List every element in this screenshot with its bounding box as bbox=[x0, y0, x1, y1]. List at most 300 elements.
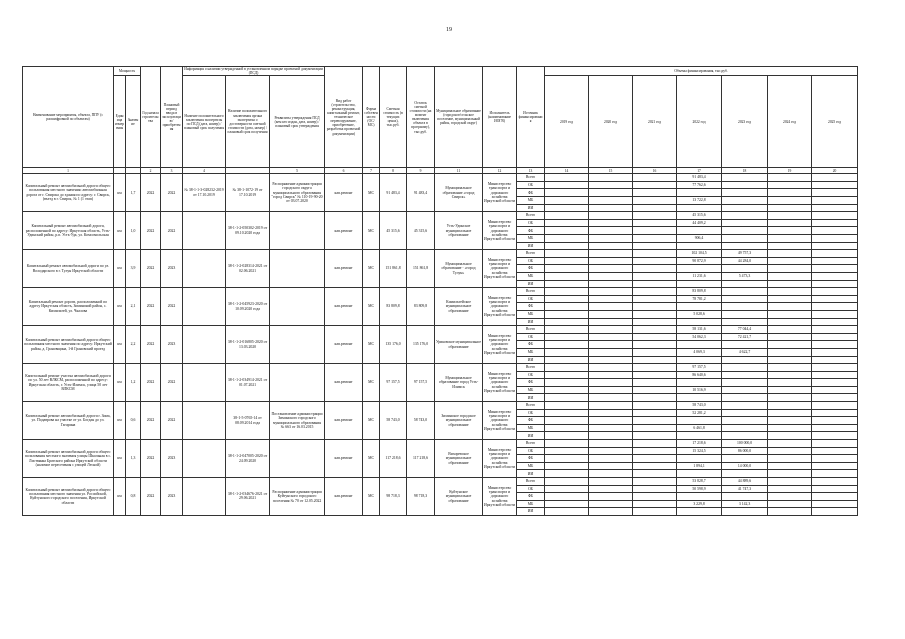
cost-conclusion: 38-1-1-2-034676-2021 от 29.06.2021 bbox=[226, 478, 270, 516]
funding-cell bbox=[633, 181, 677, 189]
header-work-type: Вид работ (строительство, реконструкция, капитальный ремонт, техническое перевооружение, приобретение, разработка проектной документации) bbox=[325, 67, 363, 168]
funding-cell: 53 828,7 bbox=[677, 478, 722, 486]
funding-cell bbox=[589, 295, 633, 303]
funding-cell bbox=[812, 432, 858, 440]
funding-cell bbox=[722, 402, 768, 410]
funding-cell bbox=[633, 402, 677, 410]
funding-cell bbox=[768, 295, 812, 303]
expert-conclusion bbox=[183, 364, 226, 402]
funding-cell bbox=[768, 333, 812, 341]
funding-cell bbox=[633, 318, 677, 326]
cost-conclusion: 38-1-1-2-028314-2021 от 02.06.2021 bbox=[226, 250, 270, 288]
funding-cell bbox=[768, 318, 812, 326]
funding-cell bbox=[768, 409, 812, 417]
funding-cell bbox=[633, 348, 677, 356]
funding-cell bbox=[677, 227, 722, 235]
funding-cell bbox=[633, 257, 677, 265]
funding-cell: 97 157,5 bbox=[677, 364, 722, 372]
funding-cell bbox=[677, 417, 722, 425]
funding-cell: 86 000,0 bbox=[722, 447, 768, 455]
funding-cell bbox=[545, 326, 589, 334]
funding-cell bbox=[589, 219, 633, 227]
executor: Министерство транспорта и дорожного хозяйства Иркутской области bbox=[483, 212, 517, 250]
municipality: Муниципальное образование «город Свирск» bbox=[435, 174, 483, 212]
funding-source-label: ИИ bbox=[517, 394, 545, 402]
executor: Министерство транспорта и дорожного хозяйства Иркутской области bbox=[483, 288, 517, 326]
funding-cell bbox=[589, 500, 633, 508]
capacity-value: 3,9 bbox=[126, 250, 141, 288]
start-year: 2022 bbox=[141, 364, 161, 402]
ownership: МС bbox=[363, 326, 380, 364]
column-number-cell: 4 bbox=[183, 168, 226, 174]
estimated-cost: 58 743,0 bbox=[380, 402, 407, 440]
funding-cell bbox=[633, 470, 677, 478]
work-type: кап.ремонт bbox=[325, 250, 363, 288]
capacity-unit: км bbox=[114, 402, 126, 440]
municipality: Муниципальное образование - «город Тулун» bbox=[435, 250, 483, 288]
funding-cell bbox=[812, 500, 858, 508]
capacity-unit: км bbox=[114, 250, 126, 288]
funding-cell bbox=[633, 485, 677, 493]
funding-cell bbox=[633, 227, 677, 235]
funding-cell bbox=[545, 288, 589, 296]
funding-cell bbox=[768, 189, 812, 197]
remaining-cost: 97 157,5 bbox=[407, 364, 435, 402]
table-row bbox=[23, 326, 858, 334]
funding-cell bbox=[768, 272, 812, 280]
funding-cell bbox=[545, 235, 589, 243]
funding-cell bbox=[589, 356, 633, 364]
funding-cell bbox=[677, 189, 722, 197]
funding-cell bbox=[677, 265, 722, 273]
capacity-unit: км bbox=[114, 478, 126, 516]
header-year: 2021 год bbox=[633, 76, 677, 168]
funding-cell: 4 069,3 bbox=[677, 348, 722, 356]
funding-cell bbox=[633, 447, 677, 455]
funding-cell bbox=[677, 394, 722, 402]
capacity-unit: км bbox=[114, 288, 126, 326]
work-type: кап.ремонт bbox=[325, 478, 363, 516]
funding-cell bbox=[812, 485, 858, 493]
funding-cell bbox=[545, 432, 589, 440]
executor: Министерство транспорта и дорожного хозяйства Иркутской области bbox=[483, 326, 517, 364]
funding-cell bbox=[589, 318, 633, 326]
funding-cell bbox=[545, 174, 589, 182]
funding-cell bbox=[589, 197, 633, 205]
funding-cell: 90 872,9 bbox=[677, 257, 722, 265]
funding-cell bbox=[768, 219, 812, 227]
header-funding-volume: Объемы финансирования, тыс.руб. bbox=[545, 67, 858, 76]
approval-details bbox=[270, 250, 325, 288]
ownership: МС bbox=[363, 288, 380, 326]
funding-cell: 4 622,7 bbox=[722, 348, 768, 356]
funding-cell bbox=[812, 409, 858, 417]
funding-source-label: МБ bbox=[517, 310, 545, 318]
funding-source-label: ФБ bbox=[517, 227, 545, 235]
funding-cell: 44 889,6 bbox=[722, 478, 768, 486]
funding-cell bbox=[722, 356, 768, 364]
funding-cell bbox=[768, 386, 812, 394]
funding-cell bbox=[633, 189, 677, 197]
approval-details bbox=[270, 212, 325, 250]
funding-cell bbox=[722, 371, 768, 379]
funding-cell: 49 757,3 bbox=[722, 250, 768, 258]
funding-cell bbox=[812, 402, 858, 410]
funding-cell bbox=[768, 197, 812, 205]
funding-cell bbox=[633, 288, 677, 296]
funding-cell bbox=[722, 235, 768, 243]
funding-cell bbox=[812, 227, 858, 235]
funding-cell bbox=[768, 447, 812, 455]
funding-cell bbox=[545, 394, 589, 402]
funding-cell: 77 762,6 bbox=[677, 181, 722, 189]
header-remaining-cost: Остаток сметной стоимости (на момент включения объекта в программу), тыс.руб. bbox=[407, 67, 435, 168]
funding-source-label: Всего bbox=[517, 440, 545, 448]
funding-cell bbox=[768, 303, 812, 311]
funding-cell bbox=[768, 478, 812, 486]
funding-cell: 77 044,4 bbox=[722, 326, 768, 334]
funding-cell bbox=[633, 219, 677, 227]
column-number-cell: 8 bbox=[380, 168, 407, 174]
estimated-cost: 83 809,8 bbox=[380, 288, 407, 326]
funding-cell bbox=[812, 265, 858, 273]
funding-cell bbox=[633, 424, 677, 432]
ownership: МС bbox=[363, 402, 380, 440]
capacity-unit: км bbox=[114, 440, 126, 478]
funding-cell bbox=[589, 348, 633, 356]
funding-cell bbox=[633, 394, 677, 402]
funding-cell bbox=[589, 265, 633, 273]
funding-cell bbox=[545, 348, 589, 356]
column-number-cell: 3 bbox=[161, 168, 183, 174]
column-number-cell: 1 bbox=[23, 168, 114, 174]
funding-cell: 10 516,9 bbox=[677, 386, 722, 394]
funding-cell bbox=[589, 364, 633, 372]
funding-cell bbox=[768, 493, 812, 501]
header-year: 2022 год bbox=[677, 76, 722, 168]
object-name: Капитальный ремонт автомобильной дороги по ул. Володарского в г. Тулун Иркутской области bbox=[23, 250, 114, 288]
funding-cell bbox=[545, 485, 589, 493]
funding-cell bbox=[812, 235, 858, 243]
start-year: 2022 bbox=[141, 288, 161, 326]
work-type: кап.ремонт bbox=[325, 364, 363, 402]
estimated-cost: 135 176,0 bbox=[380, 326, 407, 364]
funding-cell bbox=[812, 341, 858, 349]
funding-cell bbox=[589, 235, 633, 243]
funding-cell bbox=[812, 212, 858, 220]
funding-cell bbox=[589, 371, 633, 379]
funding-cell bbox=[589, 212, 633, 220]
funding-cell bbox=[545, 219, 589, 227]
column-number-cell: 6 bbox=[325, 168, 363, 174]
funding-cell: 3 142,3 bbox=[722, 500, 768, 508]
funding-cell bbox=[812, 470, 858, 478]
funding-cell bbox=[589, 310, 633, 318]
funding-cell bbox=[677, 204, 722, 212]
funding-cell bbox=[812, 181, 858, 189]
funding-cell bbox=[677, 455, 722, 463]
funding-cell bbox=[545, 371, 589, 379]
cost-conclusion: 38-1-5-0765-14 от 08.09.2014 года bbox=[226, 402, 270, 440]
funding-cell bbox=[545, 295, 589, 303]
funding-source-label: ФБ bbox=[517, 341, 545, 349]
funding-cell bbox=[589, 470, 633, 478]
funding-cell bbox=[722, 341, 768, 349]
funding-cell bbox=[545, 181, 589, 189]
expert-conclusion bbox=[183, 326, 226, 364]
funding-cell bbox=[768, 288, 812, 296]
funding-cell bbox=[722, 386, 768, 394]
funding-cell bbox=[633, 440, 677, 448]
funding-cell bbox=[768, 394, 812, 402]
plan-year: 2023 bbox=[161, 250, 183, 288]
funding-cell bbox=[722, 265, 768, 273]
funding-cell: 86 640,6 bbox=[677, 371, 722, 379]
capacity-value: 1,7 bbox=[126, 174, 141, 212]
funding-cell bbox=[722, 189, 768, 197]
funding-cell bbox=[722, 242, 768, 250]
funding-source-label: ИИ bbox=[517, 318, 545, 326]
funding-cell bbox=[722, 432, 768, 440]
funding-cell bbox=[722, 455, 768, 463]
funding-cell bbox=[589, 447, 633, 455]
plan-year: 2022 bbox=[161, 288, 183, 326]
funding-cell bbox=[545, 310, 589, 318]
start-year: 2022 bbox=[141, 478, 161, 516]
funding-cell bbox=[812, 424, 858, 432]
funding-cell bbox=[677, 508, 722, 516]
expert-conclusion bbox=[183, 250, 226, 288]
capacity-value: 2,2 bbox=[126, 326, 141, 364]
object-name: Капитальный ремонт участка автомобильной дороги по ул. 50 лет ВЛКСМ, расположенной по адресу: Иркутская область, г. Усть-Илимск, улица 50 лет ВЛКСМ bbox=[23, 364, 114, 402]
start-year: 2022 bbox=[141, 326, 161, 364]
funding-cell bbox=[677, 379, 722, 387]
funding-cell: 44 284,0 bbox=[722, 257, 768, 265]
funding-source-label: МБ bbox=[517, 235, 545, 243]
funding-cell: 44 409,2 bbox=[677, 219, 722, 227]
estimated-cost: 117 218,6 bbox=[380, 440, 407, 478]
funding-cell bbox=[589, 432, 633, 440]
funding-cell bbox=[768, 348, 812, 356]
plan-year: 2022 bbox=[161, 402, 183, 440]
funding-cell bbox=[545, 280, 589, 288]
funding-cell bbox=[768, 500, 812, 508]
funding-cell bbox=[722, 295, 768, 303]
funding-cell bbox=[589, 409, 633, 417]
funding-cell bbox=[633, 197, 677, 205]
cost-conclusion: 38-1-1-2-045923-2020 от 10.09.2020 года bbox=[226, 288, 270, 326]
header-funding-source: Источник финансирования bbox=[517, 67, 545, 168]
funding-cell bbox=[589, 424, 633, 432]
funding-cell bbox=[589, 227, 633, 235]
column-number-cell: 11 bbox=[435, 168, 483, 174]
capacity-unit: км bbox=[114, 326, 126, 364]
municipality: Уриковское муниципальное образование bbox=[435, 326, 483, 364]
table-row bbox=[23, 174, 858, 182]
funding-cell bbox=[812, 462, 858, 470]
funding-cell bbox=[545, 333, 589, 341]
funding-cell bbox=[589, 478, 633, 486]
funding-cell bbox=[589, 326, 633, 334]
funding-cell: 83 809,8 bbox=[677, 288, 722, 296]
funding-source-label: ИИ bbox=[517, 470, 545, 478]
capacity-unit: км bbox=[114, 364, 126, 402]
cost-conclusion: № 38-1-1072-19 от 17.10.2019 bbox=[226, 174, 270, 212]
remaining-cost: 58 743,0 bbox=[407, 402, 435, 440]
remaining-cost: 135 176,0 bbox=[407, 326, 435, 364]
funding-cell: 11 231,6 bbox=[677, 272, 722, 280]
funding-cell bbox=[633, 386, 677, 394]
funding-source-label: ФБ bbox=[517, 303, 545, 311]
capacity-value: 1,0 bbox=[126, 212, 141, 250]
capacity-value: 0,6 bbox=[126, 402, 141, 440]
funding-source-label: Всего bbox=[517, 288, 545, 296]
funding-cell bbox=[812, 356, 858, 364]
table-row bbox=[23, 440, 858, 448]
funding-cell bbox=[768, 440, 812, 448]
funding-source-label: ФБ bbox=[517, 379, 545, 387]
funding-cell bbox=[722, 219, 768, 227]
header-year: 2020 год bbox=[589, 76, 633, 168]
funding-cell bbox=[633, 356, 677, 364]
funding-cell bbox=[677, 280, 722, 288]
capacity-unit: км bbox=[114, 212, 126, 250]
funding-cell bbox=[545, 402, 589, 410]
funding-cell: 3 229,8 bbox=[677, 500, 722, 508]
funding-source-label: МБ bbox=[517, 462, 545, 470]
funding-cell bbox=[768, 417, 812, 425]
funding-cell bbox=[812, 310, 858, 318]
funding-cell bbox=[768, 462, 812, 470]
funding-source-label: Всего bbox=[517, 212, 545, 220]
funding-cell bbox=[768, 432, 812, 440]
funding-cell bbox=[589, 189, 633, 197]
funding-cell bbox=[589, 417, 633, 425]
funding-cell bbox=[633, 508, 677, 516]
plan-year: 2023 bbox=[161, 440, 183, 478]
funding-cell bbox=[768, 364, 812, 372]
expert-conclusion bbox=[183, 288, 226, 326]
funding-cell bbox=[545, 455, 589, 463]
funding-cell bbox=[722, 379, 768, 387]
funding-cell bbox=[722, 394, 768, 402]
funding-cell bbox=[589, 303, 633, 311]
expert-conclusion bbox=[183, 402, 226, 440]
funding-cell bbox=[589, 485, 633, 493]
approval-details bbox=[270, 440, 325, 478]
funding-cell bbox=[545, 257, 589, 265]
funding-cell bbox=[812, 478, 858, 486]
funding-source-label: ИИ bbox=[517, 204, 545, 212]
funding-source-label: ОБ bbox=[517, 295, 545, 303]
funding-cell bbox=[812, 386, 858, 394]
funding-cell bbox=[722, 204, 768, 212]
funding-cell bbox=[589, 440, 633, 448]
funding-source-label: ИИ bbox=[517, 508, 545, 516]
funding-cell bbox=[677, 318, 722, 326]
header-design-doc: Информация о наличии утвержденной в установленном порядке проектной документации (ПСД) bbox=[184, 67, 323, 76]
start-year: 2022 bbox=[141, 250, 161, 288]
funding-cell bbox=[589, 455, 633, 463]
funding-cell bbox=[589, 493, 633, 501]
column-number-cell: 18 bbox=[722, 168, 768, 174]
object-name: Капитальный ремонт автомобильной дороги г. Зима, ул. Подаврова на участке от ул. Богдан до ул. Гагарина bbox=[23, 402, 114, 440]
approval-details: Распоряжение администрации городского округа муниципального образования "город Свирск" № 110-19-90-20 от 03.07.2020 bbox=[270, 174, 325, 212]
funding-cell: 54 062,3 bbox=[677, 333, 722, 341]
funding-cell: 45 315,6 bbox=[677, 212, 722, 220]
header-value: Значение bbox=[126, 76, 141, 168]
object-name: Капитальный ремонт дороги, расположенной по адресу Иркутская область, Зиминский район, с. Кимильтей, ул. Чкалова bbox=[23, 288, 114, 326]
funding-cell bbox=[545, 462, 589, 470]
funding-cell bbox=[812, 440, 858, 448]
column-number-cell: 13 bbox=[517, 168, 545, 174]
ownership: МС bbox=[363, 212, 380, 250]
column-number-cell: 16 bbox=[633, 168, 677, 174]
funding-cell: 58 743,0 bbox=[677, 402, 722, 410]
funding-cell bbox=[633, 310, 677, 318]
funding-source-label: ОБ bbox=[517, 447, 545, 455]
funding-cell bbox=[812, 371, 858, 379]
funding-cell bbox=[589, 204, 633, 212]
funding-cell bbox=[545, 250, 589, 258]
capacity-value: 1,2 bbox=[126, 364, 141, 402]
object-name: Капитальный ремонт автомобильной дороги общего пользования местного значения ул. Российской, Куйтунского городского поселения, Иркутской области bbox=[23, 478, 114, 516]
funding-cell bbox=[545, 341, 589, 349]
approval-details: Распоряжение администрации Куйтунского городского поселения № 70 от 12.05.2022 bbox=[270, 478, 325, 516]
funding-cell bbox=[768, 235, 812, 243]
funding-cell bbox=[812, 174, 858, 182]
funding-cell: 41 747,3 bbox=[722, 485, 768, 493]
estimated-cost: 98 718,3 bbox=[380, 478, 407, 516]
header-approval: Реквизиты утверждения ПСД (кем кто издан, дата, номер) / плановый срок утверждения bbox=[270, 76, 325, 168]
funding-cell bbox=[545, 447, 589, 455]
funding-cell: 100 000,0 bbox=[722, 440, 768, 448]
funding-cell bbox=[545, 242, 589, 250]
capacity-value: 0,8 bbox=[126, 478, 141, 516]
column-number-cell: 9 bbox=[407, 168, 435, 174]
funding-cell bbox=[722, 212, 768, 220]
funding-cell bbox=[722, 424, 768, 432]
funding-cell bbox=[633, 303, 677, 311]
funding-cell bbox=[722, 318, 768, 326]
funding-cell bbox=[633, 462, 677, 470]
funding-cell bbox=[545, 265, 589, 273]
approval-details bbox=[270, 288, 325, 326]
funding-cell bbox=[812, 242, 858, 250]
funding-cell bbox=[812, 250, 858, 258]
funding-cell: 91 483,4 bbox=[677, 174, 722, 182]
funding-cell bbox=[722, 197, 768, 205]
funding-cell bbox=[768, 508, 812, 516]
funding-cell bbox=[589, 257, 633, 265]
funding-cell bbox=[633, 204, 677, 212]
funding-cell bbox=[768, 242, 812, 250]
funding-cell bbox=[812, 493, 858, 501]
funding-source-label: Всего bbox=[517, 402, 545, 410]
funding-cell bbox=[768, 424, 812, 432]
plan-year: 2023 bbox=[161, 326, 183, 364]
funding-cell bbox=[633, 478, 677, 486]
funding-cell bbox=[633, 341, 677, 349]
funding-cell bbox=[633, 417, 677, 425]
approval-details: Постановление администрации Зиминского городского муниципального образования № 663 от 16.03.2015 bbox=[270, 402, 325, 440]
funding-cell bbox=[633, 250, 677, 258]
start-year: 2022 bbox=[141, 440, 161, 478]
funding-cell bbox=[812, 272, 858, 280]
funding-cell bbox=[722, 227, 768, 235]
funding-cell: 52 281,2 bbox=[677, 409, 722, 417]
funding-cell bbox=[722, 288, 768, 296]
